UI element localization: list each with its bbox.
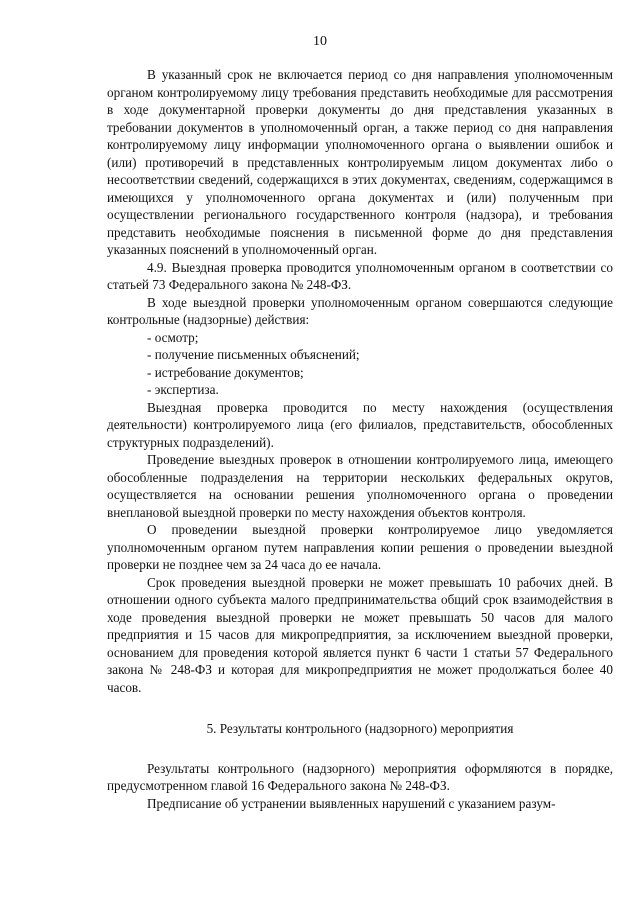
paragraph: Проведение выездных проверок в отношении контролируемого лица, имеющего обособленные подразделения на территории нескольких федеральных округов, осуществляется на основании решения уполномоченного органа о проведении внеплановой выездной проверки по месту нахождения объектов контроля. [107,452,613,520]
paragraph: 4.9. Выездная проверка проводится уполномоченным органом в соответствии со статьей 73 Федерального закона № 248-ФЗ. [107,259,613,292]
paragraph: Выездная проверка проводится по месту нахождения (осуществления деятельности) контролируемого лица (его филиалов, представительств, обособленных структурных подразделений). [107,399,613,450]
paragraph: Результаты контрольного (надзорного) мероприятия оформляются в порядке, предусмотренном главой 16 Федерального закона № 248-ФЗ. [107,760,613,793]
paragraph: В ходе выездной проверки уполномоченным органом совершаются следующие контрольные (надзорные) действия: [107,294,613,327]
section-heading: 5. Результаты контрольного (надзорного) мероприятия [206,721,514,736]
paragraph: Предписание об устранении выявленных нарушений с указанием разум- [147,795,556,811]
list-item: - истребование документов; [147,364,304,380]
paragraph: О проведении выездной проверки контролируемое лицо уведомляется уполномоченным органом путем направления копии решения о проведении выездной проверки не позднее чем за 24 часа до ее начала. [107,522,613,572]
list-item: - осмотр; [147,329,199,345]
list-item: - получение письменных объяснений; [147,347,360,362]
paragraph: Срок проведения выездной проверки не может превышать 10 рабочих дней. В отношении одного субъекта малого предпринимательства общий срок взаимодействия в ходе проведения выездной проверки не может превышать 50 часов для малого предприятия и 15 часов для микропредприятия, за исключением выездной проверки, основанием для проведения которой является пункт 6 части 1 статьи 57 Федерального закона № 248-ФЗ и которая для микропредприятия не может продолжаться более 40 часов. [107,574,613,695]
paragraph: В указанный срок не включается период со дня направления уполномоченным органом контролируемому лицу требования представить необходимые для рассмотрения в ходе документарной проверки документы до дня представления указанных в требовании документов в уполномоченный орган, а также период со дня направления контролируемому лицу информации уполномоченного органа о выявлении ошибок и (или) противоречий в представленных контролируемым лицом документах либо о несоответствии сведений, содержащихся в этих документах, сведениям, содержащимся в имеющихся у уполномоченного органа документах и (или) полученным при осуществлении регионального государственного контроля (надзора), и требования представить необходимые пояснения в письменной форме до дня представления указанных пояснений в уполномоченный орган. [107,67,613,257]
document-body [107,66,613,812]
list-item: - экспертиза. [147,382,219,397]
page-number: 10 [313,34,327,49]
